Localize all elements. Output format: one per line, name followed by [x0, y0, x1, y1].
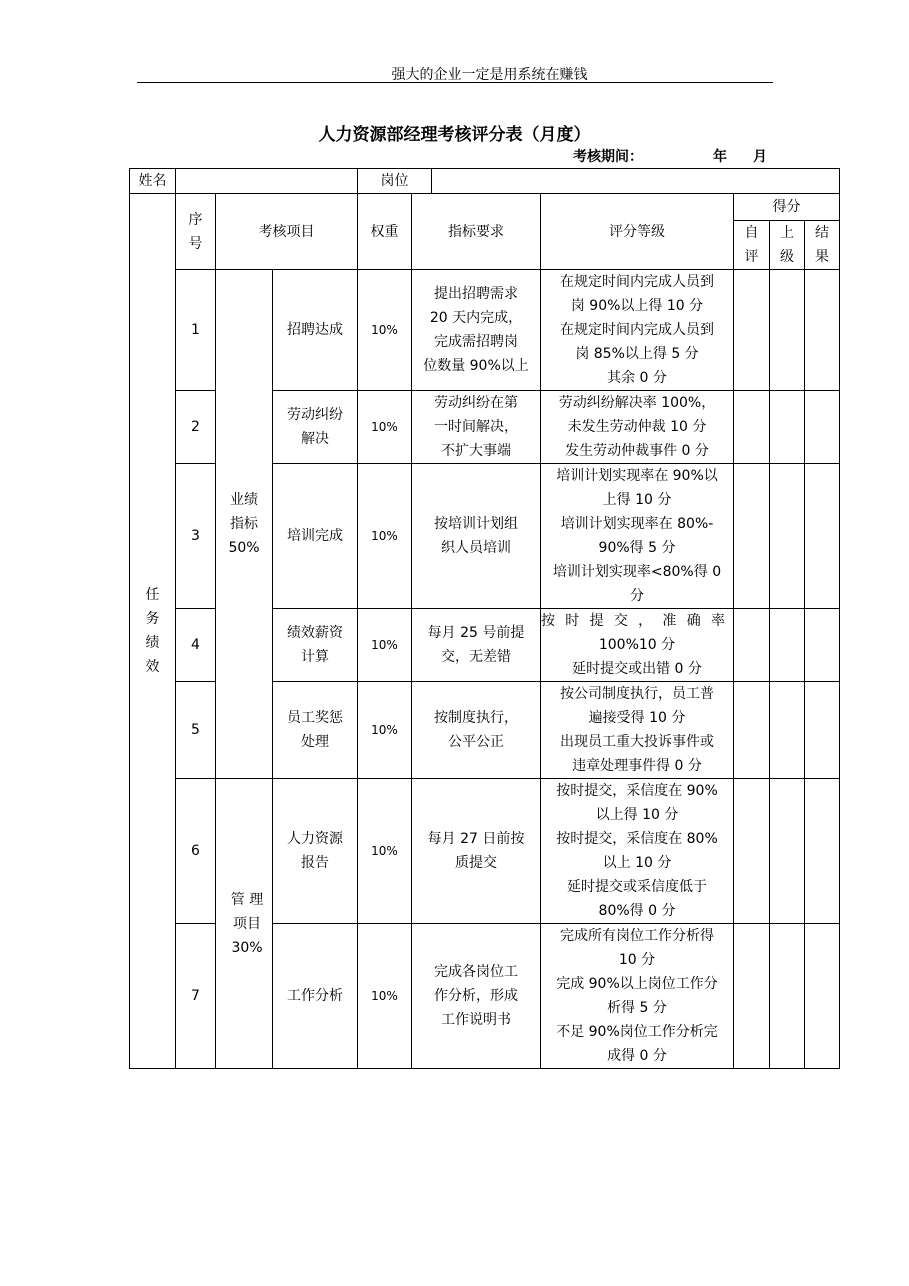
page-title: 人力资源部经理考核评分表（月度） [318, 125, 591, 145]
text-line: 10 分 [618, 952, 656, 968]
text-line: 按公司制度执行，员工普 [560, 686, 714, 702]
page-header: 强大的企业一定是用系统在赚钱 [391, 67, 588, 83]
name-label: 姓名 [130, 169, 176, 194]
text-line: 果 [815, 249, 830, 265]
result-score-input[interactable] [805, 270, 840, 391]
text-line: 培训计划实现率<80%得 0 [552, 564, 722, 580]
text-line: 成得 0 分 [607, 1048, 667, 1064]
text-line: 结 [815, 225, 830, 241]
post-field[interactable] [432, 169, 840, 194]
result-score-input[interactable] [805, 464, 840, 609]
text-line: 按时提交，采信度在 90% [556, 783, 718, 799]
text-line: 公平公正 [448, 734, 504, 750]
group-performance [216, 270, 273, 779]
seq-cell: 7 [176, 924, 216, 1069]
period-label: 考核期间： [573, 149, 643, 165]
text-line: 未发生劳动仲裁 10 分 [567, 419, 707, 435]
text-line: 位数量 90%以上 [423, 358, 529, 374]
item-cell [273, 391, 358, 464]
text-line: 处理 [301, 734, 329, 750]
text-line: 遍接受得 10 分 [588, 710, 686, 726]
text-line: 完成 90%以上岗位工作分 [556, 976, 718, 992]
text-line: 培训计划实现率在 80%- [560, 516, 714, 532]
grading-cell [541, 682, 734, 779]
requirement-cell [412, 609, 541, 682]
text-line: 发生劳动仲裁事件 0 分 [565, 443, 709, 459]
period-month: 月 [753, 149, 767, 165]
grading-cell [541, 270, 734, 391]
text-line: 劳动纠纷在第 [434, 395, 518, 411]
text-line: 30% [231, 939, 263, 956]
table-row [130, 779, 840, 924]
category-cell [130, 194, 176, 1069]
text-line: 劳动纠纷 [287, 407, 343, 423]
score-header: 得分 [734, 194, 840, 221]
text-line: 员工奖惩 [287, 710, 343, 726]
text-line: 级 [780, 249, 794, 265]
text-line: 以上得 10 分 [595, 807, 679, 823]
post-label: 岗位 [358, 169, 432, 194]
superior-score-input[interactable] [770, 464, 805, 609]
text-line: 延时提交或采信度低于 [567, 879, 707, 895]
text-line: 违章处理事件得 0 分 [572, 758, 702, 774]
self-score-input[interactable] [734, 270, 770, 391]
item-header: 考核项目 [216, 194, 358, 270]
evaluation-table [129, 168, 840, 1069]
text-line: 交，无差错 [441, 649, 511, 665]
result-score-input[interactable] [805, 924, 840, 1069]
text-line: 20 天内完成， [429, 310, 523, 326]
category-char: 效 [145, 659, 160, 675]
text-line: 序 [188, 211, 203, 228]
item-cell [273, 924, 358, 1069]
text-line: 完成所有岗位工作分析得 [560, 928, 714, 944]
category-char: 务 [145, 611, 160, 627]
item-cell [273, 609, 358, 682]
text-line: 劳动纠纷解决率 100%， [558, 395, 716, 411]
text-line: 其余 0 分 [607, 370, 667, 386]
self-score-header [734, 221, 770, 270]
item-cell [273, 464, 358, 609]
text-line: 提出招聘需求 [434, 286, 518, 302]
group-management [216, 779, 273, 1069]
item-cell [273, 779, 358, 924]
grading-line: 延时提交或出错 0 分 [572, 661, 702, 677]
weight-cell: 10% [358, 391, 412, 464]
grading-cell [541, 464, 734, 609]
weight-header: 权重 [358, 194, 412, 270]
superior-score-input[interactable] [770, 779, 805, 924]
result-score-input[interactable] [805, 391, 840, 464]
text-line: 计算 [301, 649, 329, 665]
text-line: 指标 [230, 516, 258, 532]
self-score-input[interactable] [734, 779, 770, 924]
text-line: 以上 10 分 [602, 855, 672, 871]
grading-cell [541, 609, 734, 682]
seq-cell: 1 [176, 270, 216, 391]
seq-cell: 6 [176, 779, 216, 924]
text-line: 管 理 [230, 891, 264, 908]
weight-cell: 10% [358, 464, 412, 609]
self-score-input[interactable] [734, 609, 770, 682]
category-char: 任 [145, 587, 160, 603]
text-line: 报告 [301, 855, 329, 871]
text-line: 岗 90%以上得 10 分 [570, 298, 704, 314]
requirement-cell [412, 391, 541, 464]
period-year: 年 [713, 149, 727, 165]
weight-cell: 10% [358, 682, 412, 779]
text-line: 80%得 0 分 [598, 903, 676, 919]
text-line: 工作分析 [287, 988, 343, 1004]
requirement-cell [412, 924, 541, 1069]
requirement-cell [412, 270, 541, 391]
seq-cell: 4 [176, 609, 216, 682]
weight-cell: 10% [358, 609, 412, 682]
text-line: 不扩大事端 [441, 443, 511, 459]
text-line: 按时提交，采信度在 80% [556, 831, 718, 847]
result-score-header [805, 221, 840, 270]
text-line: 培训完成 [287, 528, 343, 544]
superior-score-input[interactable] [770, 609, 805, 682]
superior-score-input[interactable] [770, 270, 805, 391]
text-line: 招聘达成 [287, 322, 343, 338]
text-line: 号 [188, 235, 203, 252]
self-score-input[interactable] [734, 464, 770, 609]
text-line: 织人员培训 [441, 540, 511, 556]
grading-line: 100%10 分 [598, 637, 676, 653]
text-line: 不足 90%岗位工作分析完 [556, 1024, 718, 1040]
text-line: 50% [228, 540, 260, 556]
item-cell [273, 270, 358, 391]
result-score-input[interactable] [805, 609, 840, 682]
text-line: 绩效薪资 [287, 625, 343, 641]
text-line: 一时间解决， [434, 419, 518, 435]
superior-score-header [770, 221, 805, 270]
seq-header [176, 194, 216, 270]
text-line: 上 [780, 225, 794, 241]
grading-cell [541, 924, 734, 1069]
text-line: 按培训计划组 [434, 516, 518, 532]
requirement-cell [412, 464, 541, 609]
superior-score-input[interactable] [770, 391, 805, 464]
info-row [130, 169, 840, 194]
text-line: 业绩 [230, 492, 258, 508]
item-cell [273, 682, 358, 779]
text-line: 按制度执行， [434, 710, 518, 726]
name-field[interactable] [176, 169, 358, 194]
self-score-input[interactable] [734, 682, 770, 779]
text-line: 每月 25 号前提 [427, 625, 525, 641]
text-line: 完成各岗位工 [434, 964, 518, 980]
text-line: 上得 10 分 [602, 492, 672, 508]
weight-cell: 10% [358, 779, 412, 924]
weight-cell: 10% [358, 270, 412, 391]
text-line: 培训计划实现率在 90%以 [556, 468, 718, 484]
text-line: 评 [744, 249, 759, 265]
text-line: 出现员工重大投诉事件或 [560, 734, 714, 750]
text-line: 人力资源 [287, 831, 343, 847]
superior-score-input[interactable] [770, 682, 805, 779]
text-line: 每月 27 日前按 [427, 831, 525, 847]
grading-header: 评分等级 [541, 194, 734, 270]
text-line: 90%得 5 分 [598, 540, 676, 556]
text-line: 分 [630, 588, 644, 604]
result-score-input[interactable] [805, 682, 840, 779]
text-line: 作分析，形成 [434, 988, 518, 1004]
text-line: 工作说明书 [441, 1012, 511, 1028]
requirement-header: 指标要求 [412, 194, 541, 270]
text-line: 在规定时间内完成人员到 [560, 322, 714, 338]
requirement-cell [412, 682, 541, 779]
text-line: 完成需招聘岗 [434, 334, 518, 350]
text-line: 在规定时间内完成人员到 [560, 274, 714, 290]
text-line: 析得 5 分 [607, 1000, 667, 1016]
text-line: 岗 85%以上得 5 分 [575, 346, 699, 362]
seq-cell: 2 [176, 391, 216, 464]
table-row [130, 270, 840, 391]
result-score-input[interactable] [805, 779, 840, 924]
weight-cell: 10% [358, 924, 412, 1069]
header-row [130, 194, 840, 221]
text-line: 自 [744, 225, 759, 241]
grading-line: 按 时 提 交 ， 准 确 率 [541, 613, 725, 629]
period-line [573, 146, 767, 166]
header-divider [137, 82, 773, 83]
text-line: 解决 [301, 431, 329, 447]
text-line: 质提交 [455, 855, 497, 871]
text-line: 项目 [233, 915, 261, 932]
superior-score-input[interactable] [770, 924, 805, 1069]
seq-cell: 5 [176, 682, 216, 779]
self-score-input[interactable] [734, 391, 770, 464]
category-char: 绩 [145, 635, 160, 651]
grading-cell [541, 779, 734, 924]
requirement-cell [412, 779, 541, 924]
grading-cell [541, 391, 734, 464]
self-score-input[interactable] [734, 924, 770, 1069]
seq-cell: 3 [176, 464, 216, 609]
category-label [146, 583, 160, 679]
